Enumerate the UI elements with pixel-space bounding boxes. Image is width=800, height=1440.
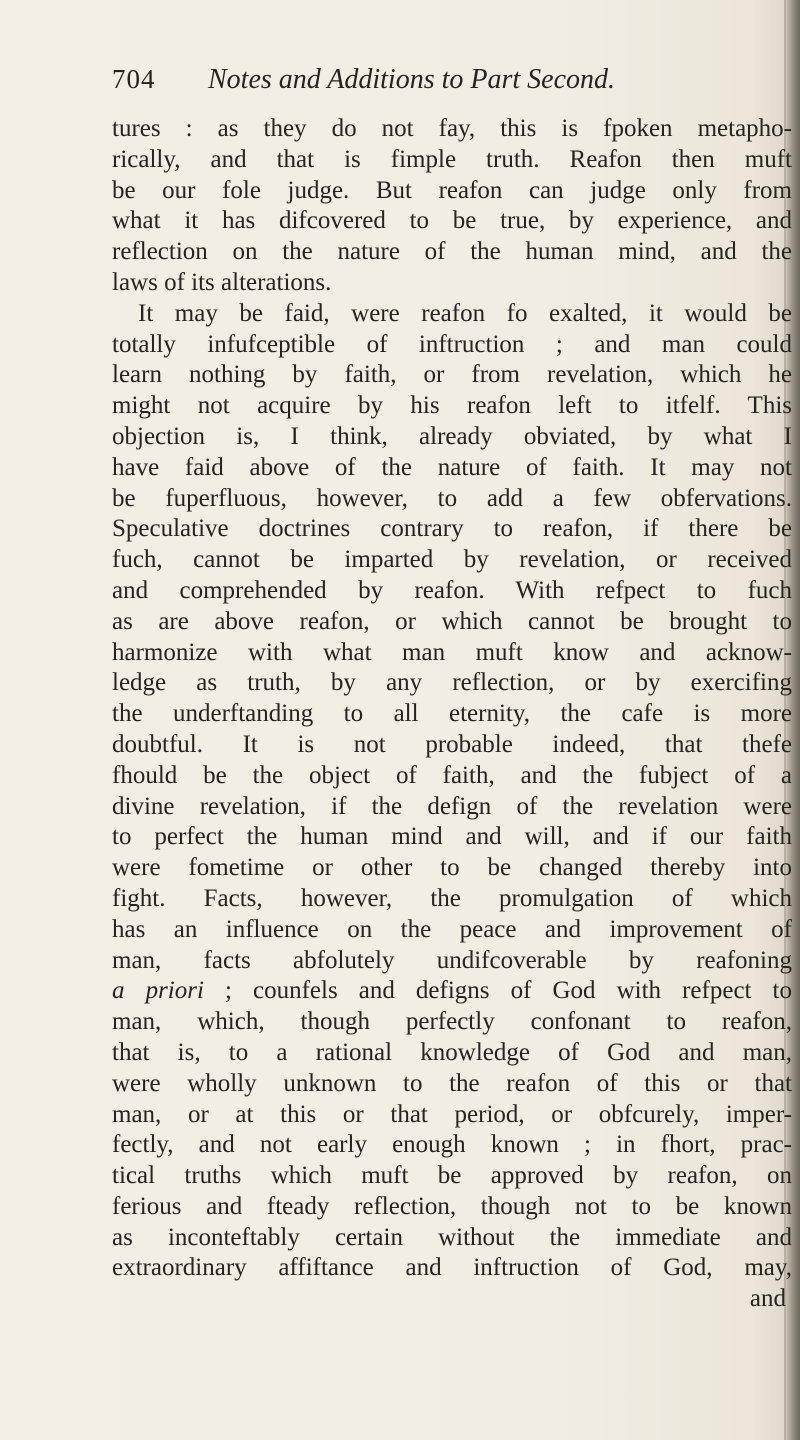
text-line: were wholly unknown to the reafon of this or that bbox=[112, 1069, 792, 1097]
text-line: Speculative doctrines contrary to reafon, if there be bbox=[112, 515, 792, 543]
text-line: fhould be the object of faith, and the fubject of a bbox=[112, 761, 792, 789]
text-line: be our fole judge. But reafon can judge only from bbox=[112, 176, 792, 204]
text-line: reflection on the nature of the human mind, and the bbox=[112, 238, 792, 266]
text-line-remainder: counfels and defigns of God with refpect to bbox=[253, 977, 793, 1005]
text-line: tical truths which muft be approved by reafon, on bbox=[112, 1162, 792, 1190]
text-line: divine revelation, if the defign of the revelation were bbox=[112, 792, 792, 820]
text-line: to perfect the human mind and will, and if our faith bbox=[112, 823, 792, 851]
page-header bbox=[112, 64, 792, 104]
text-line: ledge as truth, by any reflection, or by exercifing bbox=[112, 669, 792, 697]
text-line: what it has difcovered to be true, by experience, and bbox=[112, 207, 792, 235]
catchword: and bbox=[749, 1285, 786, 1313]
text-line: were fometime or other to be changed thereby into bbox=[112, 854, 792, 882]
text-line-with-italic bbox=[112, 976, 792, 1007]
text-line: has an influence on the peace and improvement of bbox=[112, 915, 792, 943]
running-head: Notes and Additions to Part Second. bbox=[208, 64, 616, 95]
text-line: rically, and that is fimple truth. Reafon then muft bbox=[112, 145, 792, 173]
text-line: be fuperfluous, however, to add a few obfervations. bbox=[112, 484, 792, 512]
text-line: fuch, cannot be imparted by revelation, or received bbox=[112, 546, 792, 574]
text-line: have faid above of the nature of faith. It may not bbox=[112, 453, 792, 481]
text-line: harmonize with what man muft know and acknow- bbox=[112, 638, 792, 666]
text-line: as are above reafon, or which cannot be brought to bbox=[112, 607, 792, 635]
text-line: objection is, I think, already obviated, by what I bbox=[112, 422, 792, 450]
page-number: 704 bbox=[112, 64, 156, 94]
text-line: totally infufceptible of inftruction ; and man could bbox=[112, 330, 792, 358]
body-text bbox=[112, 114, 792, 1315]
text-line: tures : as they do not fay, this is fpoken metapho- bbox=[112, 115, 792, 142]
text-line: laws of its alterations. bbox=[112, 268, 332, 296]
text-line: ferious and fteady reflection, though not to be known bbox=[112, 1192, 792, 1220]
text-line: man, which, though perfectly confonant to reafon, bbox=[112, 1008, 792, 1036]
text-line: man, facts abfolutely undifcoverable by reafoning bbox=[112, 946, 792, 974]
text-line: might not acquire by his reafon left to itfelf. This bbox=[112, 392, 792, 420]
text-line: learn nothing by faith, or from revelation, which he bbox=[112, 361, 792, 389]
text-line: extraordinary affiftance and inftruction of God, may, bbox=[112, 1254, 792, 1282]
text-line: that is, to a rational knowledge of God and man, bbox=[112, 1038, 792, 1066]
italic-suffix: ; bbox=[203, 977, 232, 1005]
text-line: man, or at this or that period, or obfcurely, imper- bbox=[112, 1100, 792, 1128]
text-line: It may be faid, were reafon fo exalted, it would be bbox=[138, 299, 792, 327]
text-line: and comprehended by reafon. With refpect to fuch bbox=[112, 576, 792, 604]
text-line: the underftanding to all eternity, the cafe is more bbox=[112, 700, 792, 728]
text-line: as inconteftably certain without the immediate and bbox=[112, 1223, 792, 1251]
text-line: fight. Facts, however, the promulgation of which bbox=[112, 884, 792, 912]
text-line: fectly, and not early enough known ; in fhort, prac- bbox=[112, 1131, 792, 1159]
italic-phrase: a priori bbox=[112, 977, 204, 1005]
text-line: doubtful. It is not probable indeed, that thefe bbox=[112, 730, 792, 758]
